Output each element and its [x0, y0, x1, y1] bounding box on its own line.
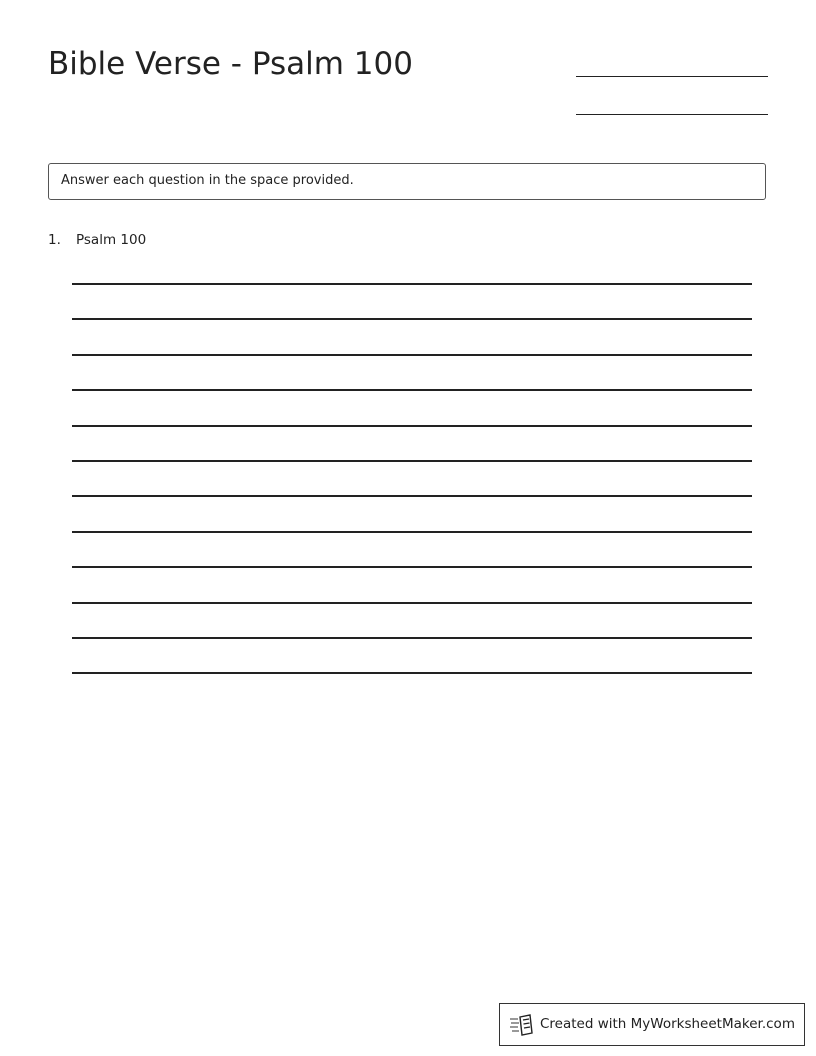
answer-line — [72, 460, 752, 462]
answer-line — [72, 389, 752, 391]
question-number: 1. — [48, 232, 61, 248]
answer-line — [72, 354, 752, 356]
worksheet-logo-icon — [510, 1014, 534, 1036]
page-title: Bible Verse - Psalm 100 — [48, 46, 413, 82]
date-line — [576, 114, 768, 115]
name-line — [576, 76, 768, 77]
footer-text: Created with MyWorksheetMaker.com — [540, 1016, 795, 1032]
answer-line — [72, 637, 752, 639]
instructions-text: Answer each question in the space provided. — [61, 173, 354, 188]
answer-line — [72, 602, 752, 604]
answer-line — [72, 672, 752, 674]
answer-line — [72, 531, 752, 533]
answer-line — [72, 283, 752, 285]
answer-line — [72, 318, 752, 320]
instructions-box — [48, 163, 766, 200]
footer-badge — [499, 1003, 805, 1046]
answer-line — [72, 425, 752, 427]
answer-line — [72, 566, 752, 568]
question-text: Psalm 100 — [76, 232, 147, 248]
answer-line — [72, 495, 752, 497]
